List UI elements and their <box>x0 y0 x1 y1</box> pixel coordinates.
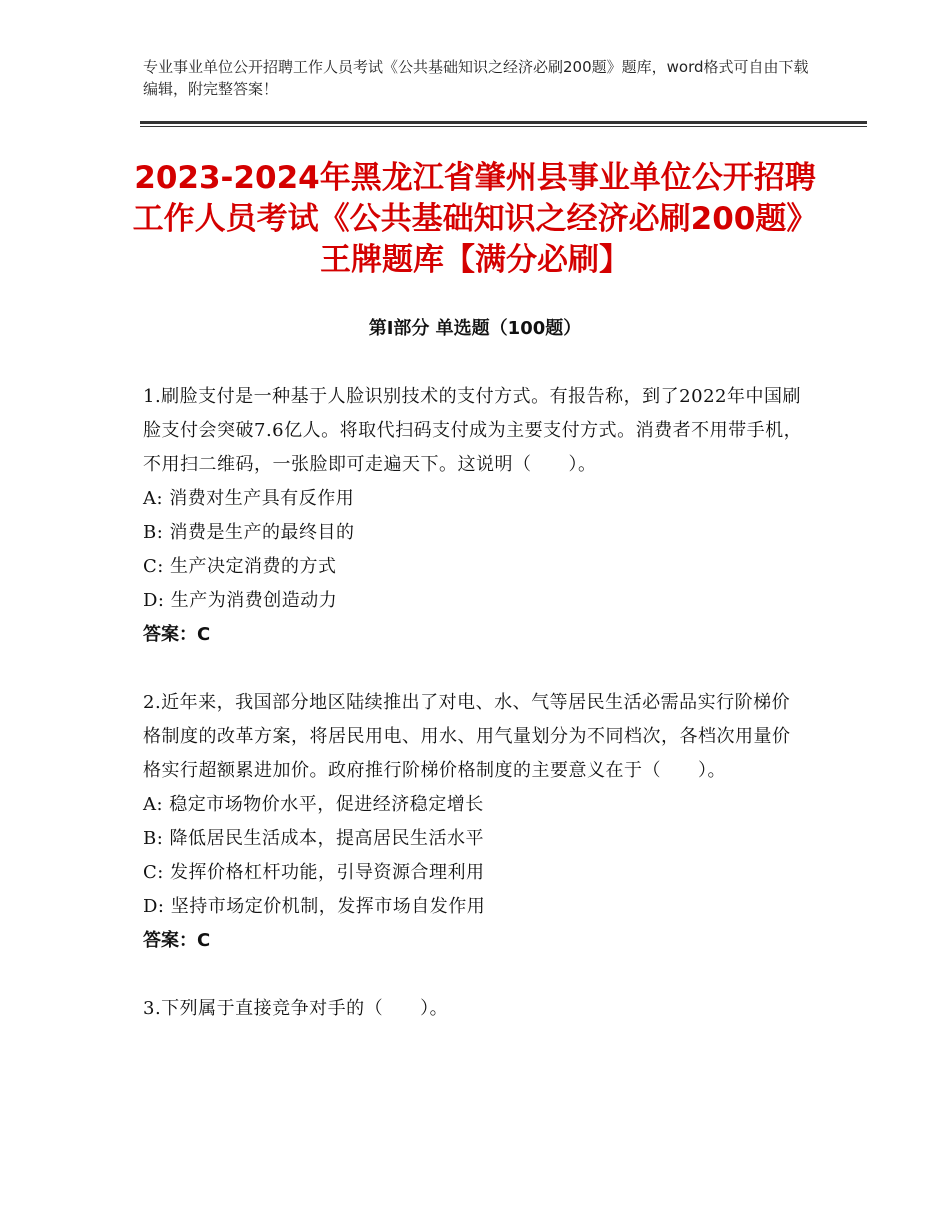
option-a: A: 消费对生产具有反作用 <box>143 488 355 509</box>
question-list <box>143 380 803 1060</box>
option-a: A: 稳定市场物价水平，促进经济稳定增长 <box>143 794 484 815</box>
header-rule-thin <box>140 126 867 127</box>
document-title: 2023-2024年黑龙江省肇州县事业单位公开招聘工作人员考试《公共基础知识之经济必刷200题》王牌题库【满分必刷】 <box>132 160 818 278</box>
header-note: 专业事业单位公开招聘工作人员考试《公共基础知识之经济必刷200题》题库，word格式可自由下载编辑，附完整答案！ <box>143 58 809 98</box>
answer: 答案：C <box>143 930 211 951</box>
question-stem: 1.刷脸支付是一种基于人脸识别技术的支付方式。有报告称，到了2022年中国刷脸支付会突破7.6亿人。将取代扫码支付成为主要支付方式。消费者不用带手机，不用扫二维码，一张脸即可走遍天下。这说明（ ）。 <box>143 386 803 475</box>
option-b: B: 消费是生产的最终目的 <box>143 522 355 543</box>
question-3 <box>143 992 803 1026</box>
option-c: C: 发挥价格杠杆功能，引导资源合理利用 <box>143 862 485 883</box>
option-b: B: 降低居民生活成本，提高居民生活水平 <box>143 828 485 849</box>
question-2 <box>143 686 803 958</box>
question-stem: 3.下列属于直接竞争对手的（ ）。 <box>143 998 449 1019</box>
option-d: D: 生产为消费创造动力 <box>143 590 338 611</box>
section-title: 第Ⅰ部分 单选题（100题） <box>368 318 582 339</box>
header-rule-thick <box>140 121 867 124</box>
answer: 答案：C <box>143 624 211 645</box>
option-d: D: 坚持市场定价机制，发挥市场自发作用 <box>143 896 486 917</box>
question-stem: 2.近年来，我国部分地区陆续推出了对电、水、气等居民生活必需品实行阶梯价格制度的改革方案，将居民用电、用水、用气量划分为不同档次，各档次用量价格实行超额累进加价。政府推行阶梯价格制度的主要意义在于（ ）。 <box>143 692 791 781</box>
option-c: C: 生产决定消费的方式 <box>143 556 337 577</box>
question-1 <box>143 380 803 652</box>
